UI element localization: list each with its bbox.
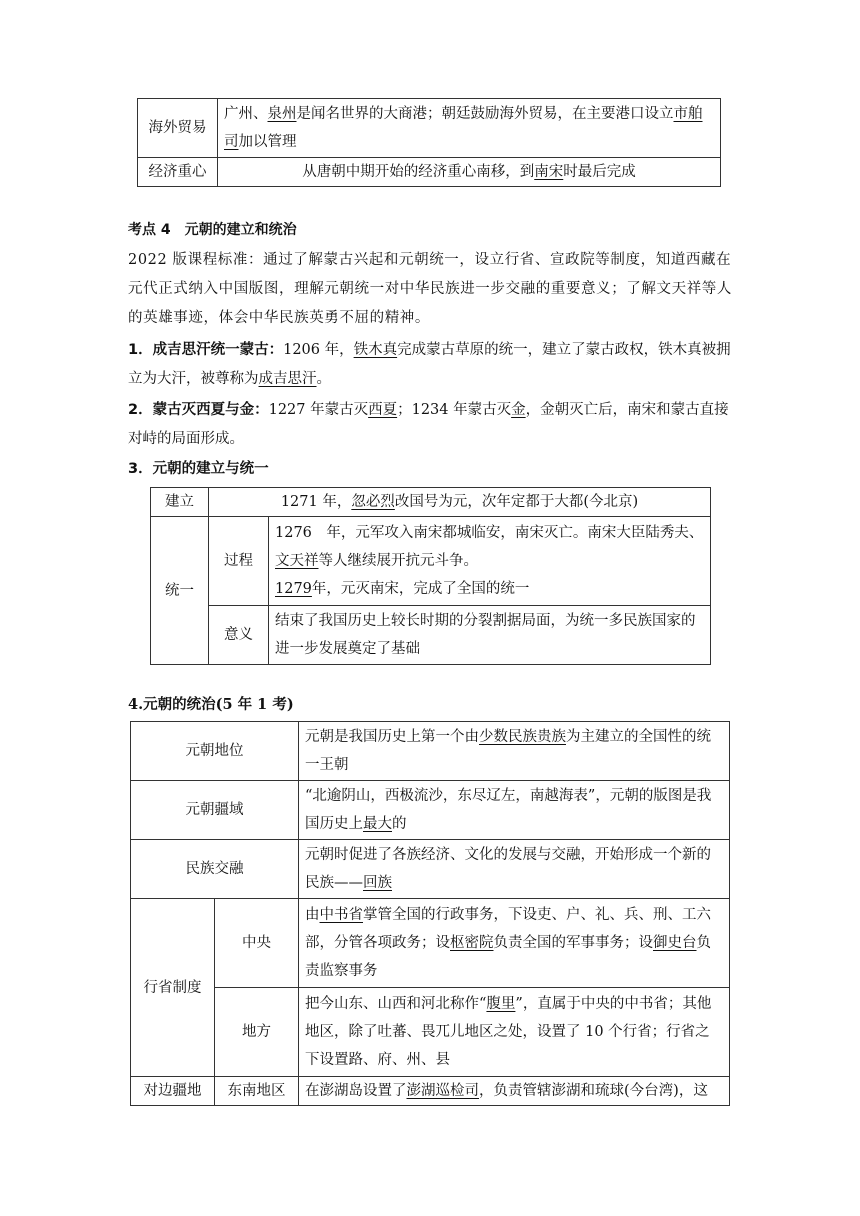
text: ，金朝灭亡后，南宋和蒙古直接对峙的局面形成。 <box>128 402 729 447</box>
keyword: 腹里 <box>486 996 516 1012</box>
text: “北逾阴山，西极流沙，东尽辽左，南越海表”，元朝的版图是我国历史上 <box>305 788 712 832</box>
point-title: 2．蒙古灭西夏与金： <box>128 402 269 418</box>
point-3-title: 3．元朝的建立与统一 <box>128 461 269 477</box>
table-row <box>151 517 711 606</box>
point-1 <box>128 336 738 394</box>
text: ；1234 年蒙古灭 <box>397 402 512 418</box>
text: 负责全国的军事事务；设 <box>493 935 653 951</box>
cell-southeast <box>299 1077 730 1106</box>
text: 从唐朝中期开始的经济重心南移，到 <box>302 164 535 180</box>
text: 时最后完成 <box>563 164 636 180</box>
cell-economic-center <box>218 158 721 187</box>
text: 广州、 <box>224 106 268 122</box>
keyword: 忽必烈 <box>351 494 395 510</box>
text: 元朝时促进了各族经济、文化的发展与交融，开始形成一个新的民族—— <box>305 847 711 891</box>
table-row <box>138 158 721 187</box>
text: 1206 年， <box>283 342 354 358</box>
keyword: 枢密院 <box>450 935 494 951</box>
text: 改国号为元，次年定都于大都(今北京) <box>394 494 639 510</box>
text: 为主建立的全国性的统一王朝 <box>305 729 711 773</box>
keyword: 回族 <box>363 875 392 891</box>
point-title: 1．成吉思汗统一蒙古： <box>128 342 284 358</box>
text: 加以管理 <box>238 134 297 150</box>
keyword: 市舶司 <box>224 106 703 150</box>
keyword: 1279 <box>275 581 312 597</box>
cell-local <box>299 988 730 1077</box>
keyword: 御史台 <box>653 935 697 951</box>
keyword: 中书省 <box>319 907 363 923</box>
text: 负责监察事务 <box>305 935 711 979</box>
cell-central <box>299 899 730 988</box>
table-row <box>131 722 730 781</box>
cell-founding <box>209 488 711 517</box>
economy-table <box>137 98 721 187</box>
section-heading: 考点 4 元朝的建立和统治 <box>128 222 297 238</box>
text: 的 <box>392 816 407 832</box>
text: 1271 年， <box>280 494 352 510</box>
text: 掌管全国的行政事务，下设吏、户、礼、兵、刑、工六部，分管各项政务；设 <box>305 907 711 951</box>
row-label-significance: 意义 <box>209 606 269 665</box>
yuan-founding-table <box>150 487 711 665</box>
table-row <box>151 606 711 665</box>
row-label-province-system: 行省制度 <box>131 899 215 1077</box>
row-label-unification: 统一 <box>151 517 209 665</box>
point-2 <box>128 396 738 454</box>
table-row <box>131 899 730 988</box>
keyword: 成吉思汗 <box>258 371 317 387</box>
row-label-status: 元朝地位 <box>131 722 299 781</box>
row-label-territory: 元朝疆域 <box>131 781 299 840</box>
row-label-local: 地方 <box>215 988 299 1077</box>
table-row <box>131 840 730 899</box>
text: 元朝是我国历史上第一个由 <box>305 729 479 745</box>
curriculum-standard: 2022 版课程标准：通过了解蒙古兴起和元朝统一，设立行省、宣政院等制度，知道西藏在元代正式纳入中国版图，理解元朝统一对中华民族进一步交融的重要意义；了解文天祥等人的英雄事迹，体会中华民族英勇不屈的精神。 <box>128 252 732 326</box>
keyword: 西夏 <box>368 402 398 418</box>
text: ，负责管辖澎湖和琉球(今台湾)，这 <box>479 1083 708 1099</box>
keyword: 金 <box>511 402 526 418</box>
yuan-rule-table <box>130 721 730 1106</box>
cell-status <box>299 722 730 781</box>
table-row <box>131 1077 730 1106</box>
row-label-central: 中央 <box>215 899 299 988</box>
cell-process <box>269 517 711 606</box>
row-label-economic-center: 经济重心 <box>138 158 218 187</box>
text: 完成蒙古草原的统一，建立了蒙古政权，铁木真被拥立为大汗，被尊称为 <box>128 342 731 387</box>
keyword: 澎湖巡检司 <box>406 1083 479 1099</box>
text: 是闻名世界的大商港；朝廷鼓励海外贸易，在主要港口设立 <box>296 106 674 122</box>
text: 1227 年蒙古灭 <box>268 402 369 418</box>
table-row <box>131 988 730 1077</box>
keyword: 少数民族贵族 <box>479 729 566 745</box>
keyword: 南宋 <box>534 164 564 180</box>
cell-territory <box>299 781 730 840</box>
point-4-title: 4.元朝的统治(5 年 1 考) <box>128 696 294 713</box>
table-row <box>151 488 711 517</box>
table-row <box>138 99 721 158</box>
text: ”，直属于中央的中书省；其他地区，除了吐蕃、畏兀儿地区之处，设置了 10 个行省；行省之下设置路、府、州、县 <box>305 996 712 1068</box>
row-label-overseas-trade: 海外贸易 <box>138 99 218 158</box>
text: 等人继续展开抗元斗争。 <box>318 553 478 569</box>
keyword: 泉州 <box>267 106 297 122</box>
row-label-process: 过程 <box>209 517 269 606</box>
row-label-southeast: 东南地区 <box>215 1077 299 1106</box>
text: 由 <box>305 907 320 923</box>
text: 在澎湖岛设置了 <box>305 1083 407 1099</box>
row-label-frontier: 对边疆地 <box>131 1077 215 1106</box>
cell-significance: 结束了我国历史上较长时期的分裂割据局面，为统一多民族国家的进一步发展奠定了基础 <box>269 606 711 665</box>
keyword: 铁木真 <box>353 342 398 358</box>
table-row <box>131 781 730 840</box>
row-label-ethnic: 民族交融 <box>131 840 299 899</box>
keyword: 文天祥 <box>275 553 319 569</box>
text: 把今山东、山西和河北称作“ <box>305 996 487 1012</box>
cell-ethnic <box>299 840 730 899</box>
keyword: 最大 <box>363 816 392 832</box>
text: 年，元灭南宋，完成了全国的统一 <box>311 581 530 597</box>
text: 。 <box>316 371 331 387</box>
row-label-founding: 建立 <box>151 488 209 517</box>
text: 1276 年，元军攻入南宋都城临安，南宋灭亡。南宋大臣陆秀夫、 <box>275 525 704 541</box>
cell-overseas-trade <box>218 99 721 158</box>
